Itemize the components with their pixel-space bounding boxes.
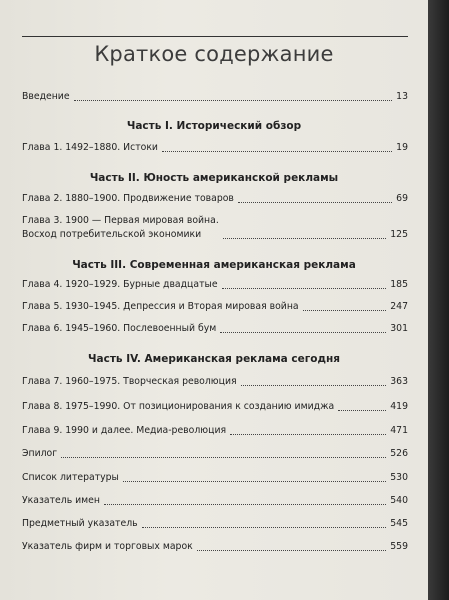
toc-entry-brand-index	[22, 540, 408, 554]
toc-entry-chapter-9	[22, 424, 408, 438]
toc-entry-label: Глава 6. 1945–1960. Послевоенный бум	[22, 323, 217, 334]
dot-leader	[222, 288, 387, 289]
toc-entry-page: 69	[396, 193, 408, 204]
toc-entry-chapter-8	[22, 400, 408, 414]
dot-leader	[123, 481, 386, 482]
dot-leader	[220, 332, 386, 333]
toc-entry-page: 363	[390, 376, 408, 387]
toc-entry-chapter-2	[22, 192, 408, 206]
toc-entry-label: Введение	[22, 91, 70, 102]
toc-entry-chapter-7	[22, 375, 408, 389]
toc-entry-label: Список литературы	[22, 472, 119, 483]
toc-entry-page: 125	[390, 229, 408, 240]
toc-entry-label: Глава 2. 1880–1900. Продвижение товаров	[22, 193, 234, 204]
toc-entry-label: Глава 7. 1960–1975. Творческая революция	[22, 376, 237, 387]
dot-leader	[338, 410, 386, 411]
toc-entry-subject-index	[22, 517, 408, 531]
toc-entry-label: Глава 4. 1920–1929. Бурные двадцатые	[22, 279, 218, 290]
toc-entry-chapter-3	[22, 214, 408, 242]
toc-entry-bibliography	[22, 471, 408, 485]
dot-leader	[197, 550, 386, 551]
toc-entry-label: Глава 9. 1990 и далее. Медиа-революция	[22, 425, 227, 436]
toc-entry-page: 419	[390, 401, 408, 412]
toc-entry-page: 301	[390, 323, 408, 334]
toc-entry-label: Указатель фирм и торговых марок	[22, 541, 193, 552]
toc-entry-label: Глава 5. 1930–1945. Депрессия и Вторая мировая война	[22, 301, 299, 312]
toc-entry-label: Эпилог	[22, 448, 58, 459]
toc-entry-chapter-6	[22, 322, 408, 336]
toc-entry-page: 530	[390, 472, 408, 483]
dot-leader	[142, 527, 387, 528]
dot-leader	[162, 151, 392, 152]
dot-leader	[230, 434, 386, 435]
toc-entry-label: Указатель имен	[22, 495, 100, 506]
toc-entry-epilogue	[22, 447, 408, 461]
toc-entry-chapter-5	[22, 300, 408, 314]
toc-entry-label-line1: Глава 3. 1900 — Первая мировая война.	[22, 215, 219, 226]
book-spine-shadow	[428, 0, 449, 600]
toc-entry-label	[22, 214, 219, 242]
toc-entry-label-line2: Восход потребительской экономики	[22, 229, 202, 240]
toc-entry-page: 559	[390, 541, 408, 552]
part-heading-3: Часть III. Современная американская реклама	[72, 259, 356, 271]
part-heading-4: Часть IV. Американская реклама сегодня	[88, 353, 340, 365]
toc-entry-page: 526	[390, 448, 408, 459]
dot-leader	[61, 457, 386, 458]
toc-entry-label: Глава 8. 1975–1990. От позиционирования к созданию имиджа	[22, 401, 335, 412]
dot-leader	[104, 504, 386, 505]
toc-entry-name-index	[22, 494, 408, 508]
toc-entry-page: 19	[396, 142, 408, 153]
toc-entry-page: 540	[390, 495, 408, 506]
toc-entry-page: 185	[390, 279, 408, 290]
dot-leader	[223, 238, 386, 239]
page-title: Краткое содержание	[94, 42, 334, 66]
toc-entry-page: 13	[396, 91, 408, 102]
part-heading-2: Часть II. Юность американской рекламы	[89, 172, 339, 184]
part-heading-1: Часть I. Исторический обзор	[126, 120, 302, 132]
dot-leader	[303, 310, 387, 311]
toc-entry-page: 247	[390, 301, 408, 312]
toc-entry-chapter-1	[22, 141, 408, 155]
toc-entry-label: Глава 1. 1492–1880. Истоки	[22, 142, 158, 153]
toc-entry-intro	[22, 90, 408, 104]
toc-entry-page: 545	[390, 518, 408, 529]
toc-entry-label: Предметный указатель	[22, 518, 138, 529]
top-rule	[22, 36, 408, 37]
dot-leader	[238, 202, 392, 203]
dot-leader	[74, 100, 393, 101]
dot-leader	[241, 385, 387, 386]
toc-entry-page: 471	[390, 425, 408, 436]
toc-entry-chapter-4	[22, 278, 408, 292]
